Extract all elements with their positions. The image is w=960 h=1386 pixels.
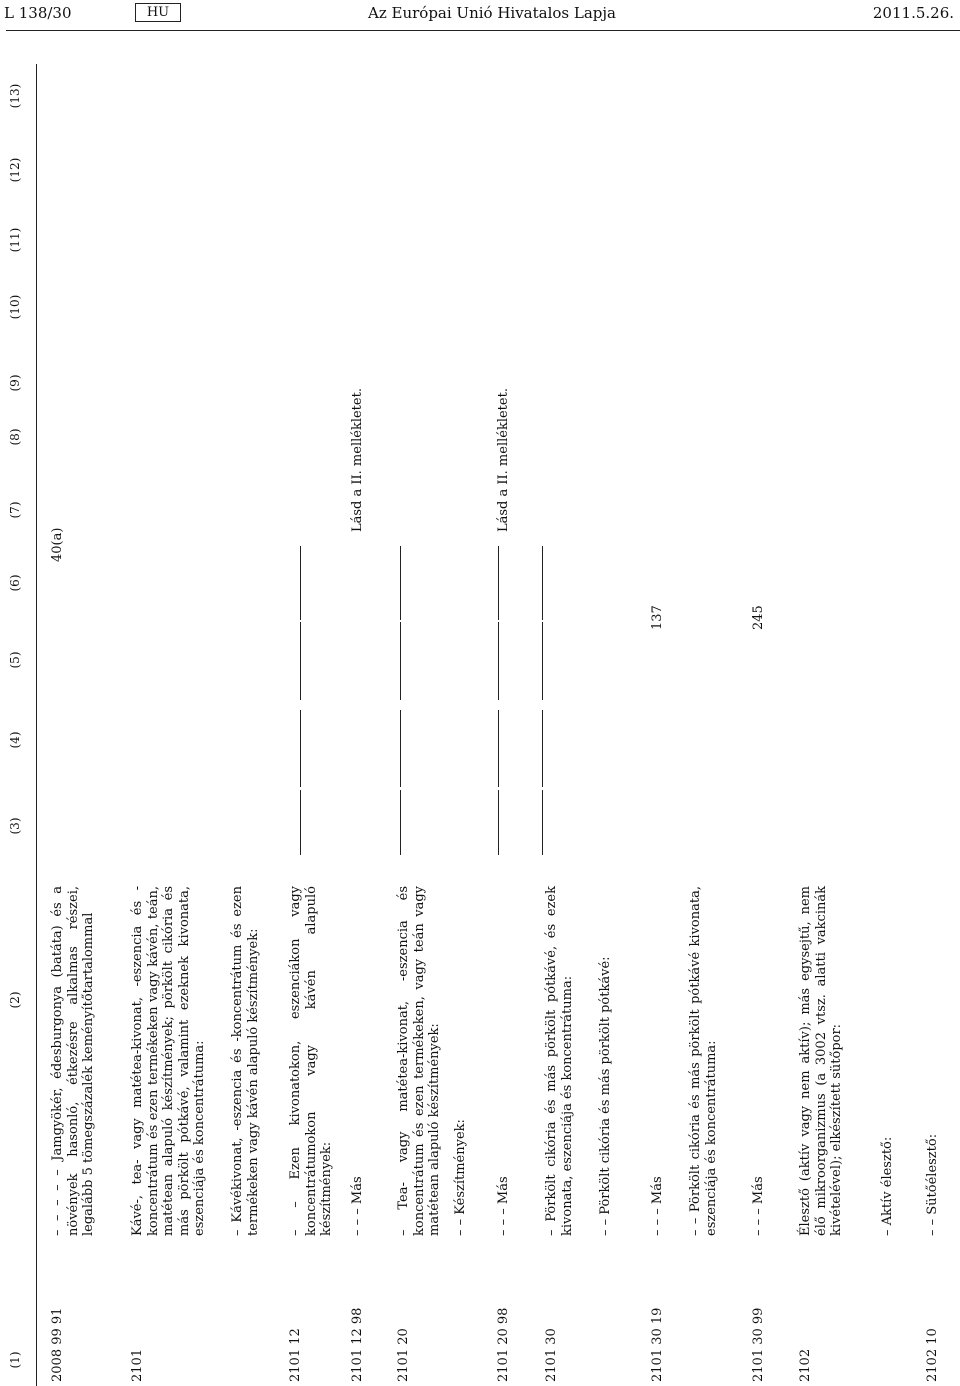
page-header bbox=[0, 0, 960, 30]
col-head-2: (2) bbox=[8, 991, 22, 1009]
col-head-4: (4) bbox=[8, 731, 22, 749]
col-head-13: (13) bbox=[8, 83, 22, 109]
column-placeholder-line bbox=[498, 710, 499, 787]
row-description: – Aktív élesztő: bbox=[880, 1136, 895, 1236]
row-description: – Pörkölt cikória és más pörkölt pótkávé, és ezek kivonata, eszenciája és koncentrátuma: bbox=[544, 886, 575, 1236]
column-placeholder-line bbox=[300, 710, 301, 787]
row-description: – – Sütőélesztő: bbox=[925, 1133, 940, 1236]
row-col6-value: 245 bbox=[751, 605, 766, 630]
row-code: 2101 30 99 bbox=[751, 1307, 766, 1382]
column-placeholder-line bbox=[400, 790, 401, 855]
row-description: – Kávékivonat, -eszencia és -koncentrátum és ezen termékeken vagy kávén alapuló készítmények: bbox=[230, 886, 261, 1236]
page-number: L 138/30 bbox=[4, 4, 72, 22]
column-placeholder-line bbox=[542, 546, 543, 620]
row-description: Élesztő (aktív vagy nem aktív); más egysejtű, nem élő mikroorganizmus (a 3002 vtsz. alatti vakcinák kivételével); elkészített sütőpor: bbox=[798, 886, 844, 1236]
col-head-1: (1) bbox=[8, 1351, 22, 1369]
col-head-3: (3) bbox=[8, 817, 22, 835]
row-code: 2101 bbox=[130, 1348, 145, 1382]
row-col6-value: 137 bbox=[650, 605, 665, 630]
row-description: Kávé-, tea- vagy matétea-kivonat, -eszencia és -koncentrátum és ezen termékeken vagy kávén, teán, matétean alapuló készítmények; pörkölt cikória és más pörkölt pótkávé, valamint ezeknek kivonata, eszenciája és koncentrátuma: bbox=[130, 886, 207, 1236]
row-description: – – Ezen kivonatokon, eszenciákon vagy koncentrátumokon vagy kávén alapuló készítmények: bbox=[288, 886, 334, 1236]
rotated-table bbox=[0, 64, 960, 1386]
row-description: – – Pörkölt cikória és más pörkölt pótkávé kivonata, eszenciája és koncentrátuma: bbox=[688, 886, 719, 1236]
header-separator bbox=[36, 64, 37, 1386]
column-placeholder-line bbox=[542, 790, 543, 855]
row-description: – – – Más bbox=[350, 1176, 365, 1236]
row-description: – – Pörkölt cikória és más pörkölt pótkávé: bbox=[598, 956, 613, 1236]
row-code: 2101 30 bbox=[544, 1328, 559, 1382]
column-placeholder-line bbox=[498, 622, 499, 700]
column-placeholder-line bbox=[542, 710, 543, 787]
col-head-12: (12) bbox=[8, 157, 22, 183]
row-code: 2101 30 19 bbox=[650, 1307, 665, 1382]
row-description: – – – – – Jamgyökér, édesburgonya (batáta) és a növények hasonló, étkezésre alkalmas részei, legalább 5 tömegszázalék keményítőtartalommal bbox=[50, 886, 96, 1236]
row-col7-value: 40(a) bbox=[50, 527, 65, 562]
col-head-5: (5) bbox=[8, 651, 22, 669]
row-code: 2008 99 91 bbox=[50, 1307, 65, 1382]
language-badge: HU bbox=[135, 3, 181, 22]
column-placeholder-line bbox=[498, 546, 499, 620]
column-placeholder-line bbox=[300, 546, 301, 620]
col-head-7: (7) bbox=[8, 501, 22, 519]
column-placeholder-line bbox=[300, 622, 301, 700]
row-note: Lásd a II. mellékletet. bbox=[496, 388, 511, 532]
row-description: – – – Más bbox=[496, 1176, 511, 1236]
col-head-10: (10) bbox=[8, 294, 22, 320]
column-placeholder-line bbox=[400, 622, 401, 700]
publication-date: 2011.5.26. bbox=[872, 4, 954, 22]
column-placeholder-line bbox=[542, 622, 543, 700]
row-code: 2101 20 bbox=[396, 1328, 411, 1382]
row-description: – – Készítmények: bbox=[453, 1119, 468, 1236]
row-description: – – – Más bbox=[650, 1176, 665, 1236]
row-description: – – – Más bbox=[751, 1176, 766, 1236]
column-placeholder-line bbox=[300, 790, 301, 855]
row-code: 2102 10 bbox=[925, 1328, 940, 1382]
row-description: – Tea- vagy matétea-kivonat, -eszencia és koncentrátum és ezen termékeken, vagy teán vagy matétean alapuló készítmények: bbox=[396, 886, 442, 1236]
row-code: 2101 12 bbox=[288, 1328, 303, 1382]
column-placeholder-line bbox=[400, 546, 401, 620]
col-head-11: (11) bbox=[8, 227, 22, 253]
column-placeholder-line bbox=[498, 790, 499, 855]
row-note: Lásd a II. mellékletet. bbox=[350, 388, 365, 532]
row-code: 2101 20 98 bbox=[496, 1307, 511, 1382]
row-code: 2102 bbox=[798, 1348, 813, 1382]
col-head-8: (8) bbox=[8, 428, 22, 446]
header-rule bbox=[6, 30, 960, 31]
journal-title: Az Európai Unió Hivatalos Lapja bbox=[368, 4, 616, 22]
column-placeholder-line bbox=[400, 710, 401, 787]
col-head-9: (9) bbox=[8, 374, 22, 392]
row-code: 2101 12 98 bbox=[350, 1307, 365, 1382]
col-head-6: (6) bbox=[8, 574, 22, 592]
